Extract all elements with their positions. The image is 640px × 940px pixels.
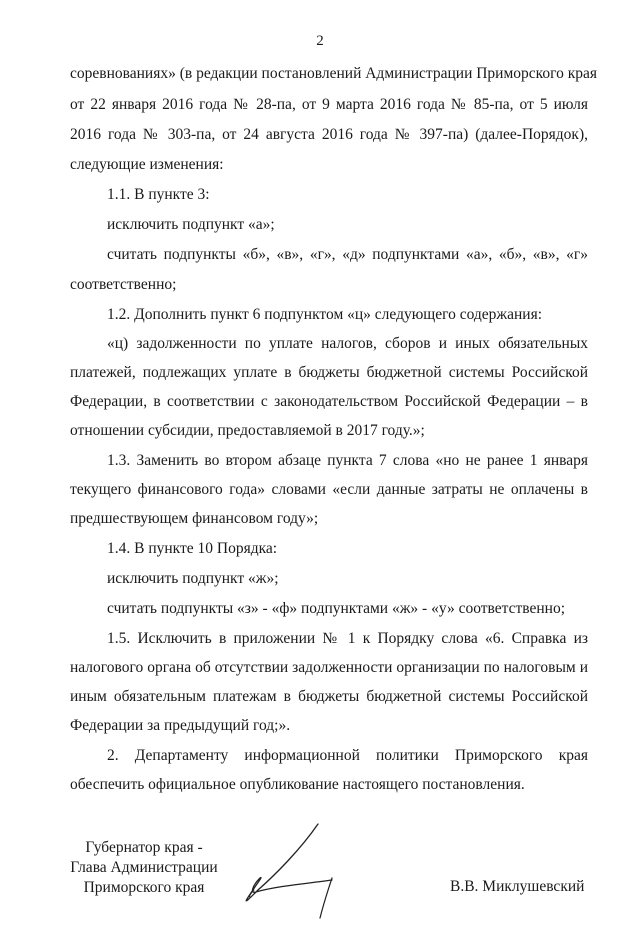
- signatory-name: В.В. Миклушевский: [450, 878, 585, 895]
- text-line: налогового органа об отсутствии задолженности организации по налоговым и: [70, 659, 588, 676]
- text-line: обеспечить официальное опубликование настоящего постановления.: [70, 776, 525, 793]
- signatory-title-line: Приморского края: [83, 879, 205, 896]
- text-line: 2. Департаменту информационной политики Приморского края: [107, 747, 588, 764]
- text-line: 1.5. Исключить в приложении № 1 к Порядку слова «6. Справка из: [107, 630, 588, 647]
- page-number: 2: [316, 33, 324, 49]
- text-line: 1.1. В пункте 3:: [107, 186, 210, 203]
- text-line: считать подпункты «з» - «ф» подпунктами «ж» - «у» соответственно;: [107, 600, 566, 617]
- text-line: Федерации за предыдущий год;».: [70, 717, 291, 734]
- text-line: 1.2. Дополнить пункт 6 подпунктом «ц» следующего содержания:: [107, 306, 543, 323]
- signatory-title: [64, 838, 224, 898]
- text-line: соревнованиях» (в редакции постановлений Администрации Приморского края: [70, 65, 598, 82]
- text-line: текущего финансового года» словами «если данные затраты не оплачены в: [70, 481, 588, 498]
- text-line: предшествующем финансовом году»;: [70, 510, 319, 527]
- text-line: исключить подпункт «а»;: [107, 216, 275, 233]
- text-line: следующие изменения:: [70, 156, 224, 173]
- text-line: от 22 января 2016 года № 28-па, от 9 марта 2016 года № 85-па, от 5 июля: [70, 96, 588, 113]
- text-line: 2016 года № 303-па, от 24 августа 2016 года № 397-па) (далее-Порядок),: [70, 126, 588, 143]
- text-line: исключить подпункт «ж»;: [107, 570, 279, 587]
- text-line: отношении субсидии, предоставляемой в 2017 году.»;: [70, 422, 425, 439]
- text-line: считать подпункты «б», «в», «г», «д» подпунктами «а», «б», «в», «г»: [107, 246, 588, 263]
- signatory-title-line: Глава Администрации: [70, 859, 218, 876]
- text-line: платежей, подлежащих уплате в бюджеты бюджетной системы Российской: [70, 364, 588, 381]
- text-line: 1.4. В пункте 10 Порядка:: [107, 540, 278, 557]
- text-line: соответственно;: [70, 276, 177, 293]
- text-line: «ц) задолженности по уплате налогов, сборов и иных обязательных: [107, 335, 588, 352]
- text-line: 1.3. Заменить во втором абзаце пункта 7 слова «но не ранее 1 января: [107, 452, 588, 469]
- signatory-title-line: Губернатор края -: [85, 839, 203, 856]
- text-line: Федерации, в соответствии с законодательством Российской Федерации – в: [70, 393, 588, 410]
- text-line: иным обязательным платежам в бюджеты бюджетной системы Российской: [70, 688, 588, 705]
- handwritten-signature: [220, 800, 370, 940]
